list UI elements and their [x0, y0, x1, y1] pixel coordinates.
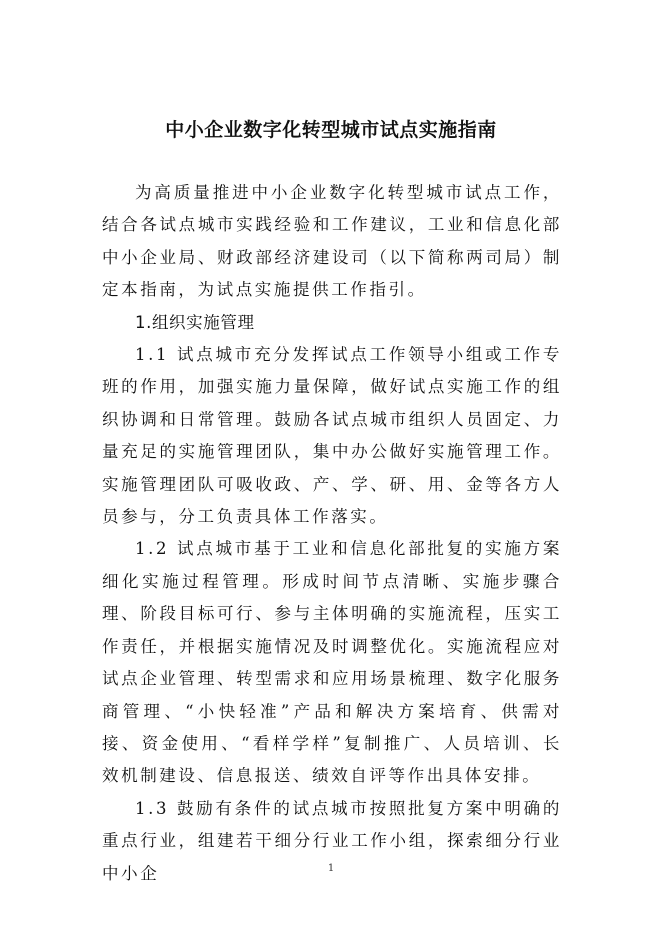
paragraph-1-2: 1.2 试点城市基于工业和信息化部批复的实施方案细化实施过程管理。形成时间节点清晰、实施步骤合理、阶段目标可行、参与主体明确的实施流程，压实工作责任，并根据实施情况及时调整优化。实施流程应对试点企业管理、转型需求和应用场景梳理、数字化服务商管理、“小快轻准”产品和解决方案培育、供需对接、资金使用、“看样学样”复制推广、人员培训、长效机制建设、信息报送、绩效自评等作出具体安排。	[102, 539, 562, 786]
section-heading-1: 1.组织实施管理	[135, 312, 255, 332]
document-title: 中小企业数字化转型城市试点实施指南	[165, 119, 497, 141]
paragraph-1-1: 1.1 试点城市充分发挥试点工作领导小组或工作专班的作用，加强实施力量保障，做好试点实施工作的组织协调和日常管理。鼓励各试点城市组织人员固定、力量充足的实施管理团队，集中办公做好实施管理工作。实施管理团队可吸收政、产、学、研、用、金等各方人员参与，分工负责具体工作落实。	[102, 345, 562, 527]
paragraph-1-3: 1.3 鼓励有条件的试点城市按照批复方案中明确的重点行业，组建若干细分行业工作小组，探索细分行业中小企	[102, 798, 562, 883]
page-number: 1	[327, 863, 335, 874]
intro-paragraph: 为高质量推进中小企业数字化转型城市试点工作，结合各试点城市实践经验和工作建议，工业和信息化部中小企业局、财政部经济建设司（以下简称两司局）制定本指南，为试点实施提供工作指引。	[102, 183, 562, 300]
document-body	[102, 177, 562, 890]
